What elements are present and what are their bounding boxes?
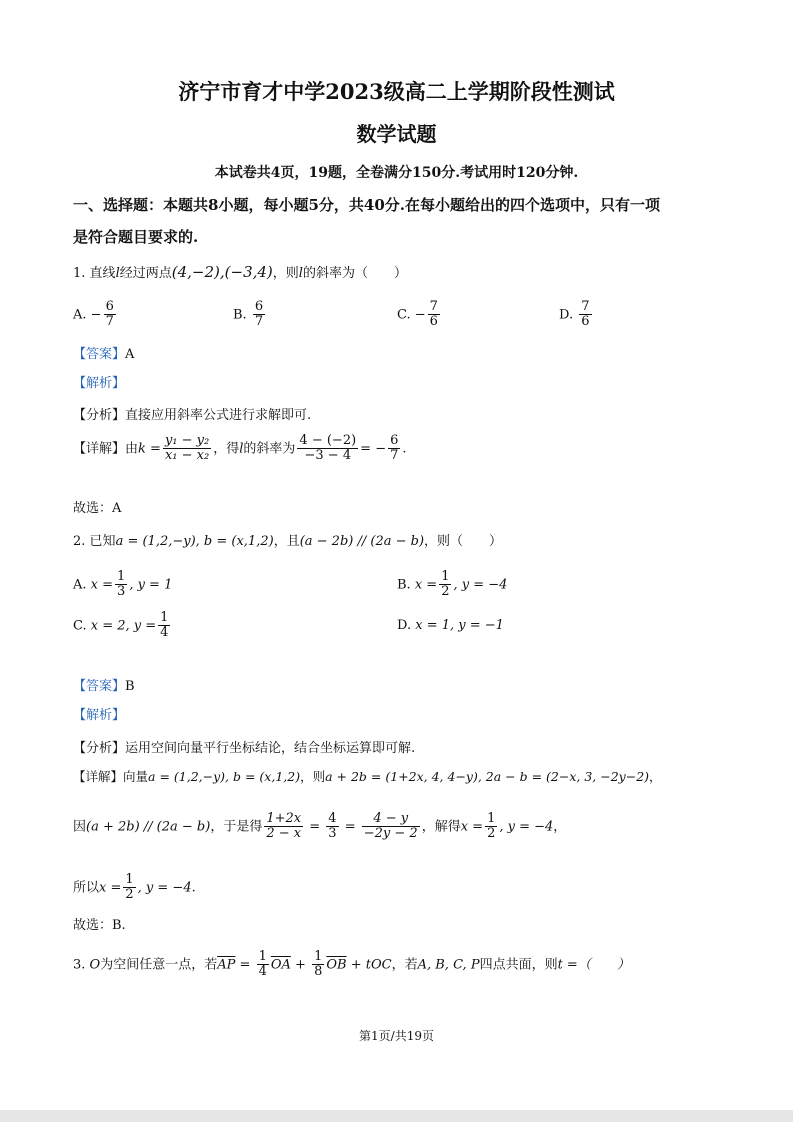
q1-option-d: D. $\frac{7}{6}$ bbox=[559, 299, 590, 330]
exam-subtitle: 数学试题 bbox=[356, 122, 437, 146]
q1-var-2: l bbox=[298, 266, 303, 281]
q2-answer: 【答案】B bbox=[73, 679, 135, 694]
q1-fenxi: 【分析】直接应用斜率公式进行求解即可. bbox=[73, 408, 312, 423]
q2-stem: 2. 已知a = (1,2,−y), b = (x,1,2)，且(a − 2b) // (2a − b)，则（ ） bbox=[73, 534, 503, 549]
q1-stem-d: 的斜率为（ ） bbox=[302, 266, 407, 281]
q2-fenxi: 【分析】运用空间向量平行坐标结论，结合坐标运算即可解. bbox=[73, 741, 416, 756]
q1-stem bbox=[73, 262, 407, 281]
q2-analysis-label: 【解析】 bbox=[73, 708, 126, 723]
q1-stem-c: ，则 bbox=[272, 266, 299, 281]
q1-stem-b: 经过两点 bbox=[119, 266, 172, 281]
viewer-bottom-bar bbox=[0, 1110, 793, 1122]
q2-detail-line3: 所以x = $\frac{1}{2}$ , y = −4. bbox=[73, 872, 196, 903]
q2-option-c: C. x = 2, y = $\frac{1}{4}$ bbox=[73, 610, 169, 641]
q2-detail-line2: 因(a + 2b) // (2a − b)，于是得 $\frac{1+2x}{2 - x}$ = $\frac{4}{3}$ = $\frac{4 - y}{-2y - 2}$ ，解得x = $\frac{1}{2}$ , y = −4， bbox=[73, 811, 567, 842]
section-heading-line1: 一、选择题：本题共8小题，每小题5分，共40分.在每小题给出的四个选项中，只有一项 bbox=[73, 196, 660, 214]
q2-option-b: B. x = $\frac{1}{2}$ , y = −4 bbox=[397, 569, 508, 600]
q1-option-b: B. $\frac{6}{7}$ bbox=[233, 299, 264, 330]
section-heading-line2: 是符合题目要求的. bbox=[73, 228, 199, 246]
q2-option-a: A. x = $\frac{1}{3}$ , y = 1 bbox=[73, 569, 173, 600]
q1-number: 1. bbox=[73, 266, 86, 281]
q1-var: l bbox=[115, 266, 120, 281]
q1-points: (4,−2),(−3,4) bbox=[171, 263, 273, 281]
q1-option-c: C. − $\frac{7}{6}$ bbox=[397, 299, 438, 330]
q1-answer: 【答案】A bbox=[73, 347, 135, 362]
q1-option-a: A. − $\frac{6}{7}$ bbox=[73, 299, 114, 330]
page-footer: 第1页/共19页 bbox=[359, 1029, 434, 1043]
q2-result: 故选：B. bbox=[73, 918, 126, 933]
q2-detail-line1: 【详解】向量a = (1,2,−y), b = (x,1,2)，则a + 2b = (1+2x, 4, 4−y), 2a − b = (2−x, 3, −2y−2)， bbox=[73, 769, 662, 784]
q1-detail: 【详解】由k = $\frac{\text{y₁ − y₂}}{\text{x₁ − x₂}}$ ，得l的斜率为 $\frac{4 - (-2)}{-3 - 4}$ = − $\frac{6}{7}$ . bbox=[73, 433, 407, 464]
q1-analysis-label: 【解析】 bbox=[73, 376, 126, 391]
exam-title: 济宁市育才中学2023级高二上学期阶段性测试 bbox=[178, 79, 615, 104]
q2-option-d: D. x = 1, y = −1 bbox=[397, 618, 504, 633]
q1-result: 故选：A bbox=[73, 501, 122, 516]
q3-stem: 3. O为空间任意一点，若$\overline{AP}$ = $\frac{1}{4}$ $\overline{OA}$ + $\frac{1}{8}$ $\overline{OB}$ + tOC，若A, B, C, P四点共面，则t =（ ） bbox=[73, 949, 630, 980]
q1-stem-a: 直线 bbox=[89, 266, 116, 281]
exam-info: 本试卷共4页，19题，全卷满分150分.考试用时120分钟. bbox=[214, 165, 579, 181]
